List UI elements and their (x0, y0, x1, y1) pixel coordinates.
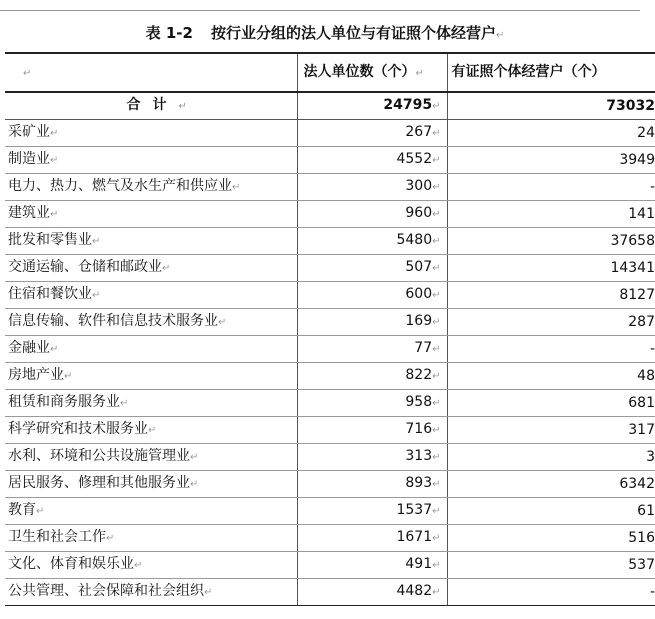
legal-units-cell: 507↵ (297, 255, 447, 282)
total-individual-value: 73032 (447, 92, 655, 120)
legal-units-cell: 958↵ (297, 390, 447, 417)
legal-units-cell: 893↵ (297, 471, 447, 498)
table-row (5, 471, 655, 498)
paragraph-mark-icon: ↵ (432, 398, 441, 409)
table-row (5, 120, 655, 147)
paragraph-mark-icon: ↵ (23, 67, 32, 79)
industry-table (5, 52, 655, 606)
industry-cell: 公共管理、社会保障和社会组织↵ (5, 579, 297, 606)
paragraph-mark-icon: ↵ (50, 155, 59, 166)
table-title-text: 按行业分组的法人单位与有证照个体经营户 (210, 24, 496, 42)
industry-cell: 教育↵ (5, 498, 297, 525)
paragraph-mark-icon: ↵ (495, 30, 505, 41)
paragraph-mark-icon: ↵ (432, 587, 441, 598)
industry-cell: 租赁和商务服务业↵ (5, 390, 297, 417)
paragraph-mark-icon: ↵ (106, 533, 115, 544)
table-row (5, 579, 655, 606)
paragraph-mark-icon: ↵ (134, 560, 143, 571)
industry-cell: 房地产业↵ (5, 363, 297, 390)
paragraph-mark-icon: ↵ (64, 371, 73, 382)
industry-cell: 信息传输、软件和信息技术服务业↵ (5, 309, 297, 336)
paragraph-mark-icon: ↵ (432, 317, 441, 328)
paragraph-mark-icon: ↵ (432, 236, 441, 247)
individual-businesses-cell: 3 (447, 444, 655, 471)
industry-cell: 居民服务、修理和其他服务业↵ (5, 471, 297, 498)
legal-units-cell: 169↵ (297, 309, 447, 336)
table-row (5, 201, 655, 228)
table-row (5, 282, 655, 309)
paragraph-mark-icon: ↵ (162, 263, 171, 274)
paragraph-mark-icon: ↵ (432, 128, 441, 139)
individual-businesses-cell: - (447, 174, 655, 201)
paragraph-mark-icon: ↵ (204, 587, 213, 598)
industry-cell: 采矿业↵ (5, 120, 297, 147)
paragraph-mark-icon: ↵ (232, 182, 241, 193)
individual-businesses-cell: - (447, 336, 655, 363)
paragraph-mark-icon: ↵ (50, 344, 59, 355)
total-label: 合计↵ (5, 92, 297, 120)
paragraph-mark-icon: ↵ (36, 506, 45, 517)
individual-businesses-cell: 537 (447, 552, 655, 579)
individual-businesses-cell: 287 (447, 309, 655, 336)
industry-cell: 交通运输、仓储和邮政业↵ (5, 255, 297, 282)
paragraph-mark-icon: ↵ (432, 209, 441, 220)
individual-businesses-cell: 37658 (447, 228, 655, 255)
table-row (5, 363, 655, 390)
table-row (5, 498, 655, 525)
individual-businesses-cell: 48 (447, 363, 655, 390)
header-legal-units: 法人单位数（个）↵ (297, 53, 447, 92)
table-row (5, 444, 655, 471)
individual-businesses-cell: 24 (447, 120, 655, 147)
header-row (5, 53, 655, 92)
legal-units-cell: 822↵ (297, 363, 447, 390)
legal-units-cell: 5480↵ (297, 228, 447, 255)
individual-businesses-cell: 6342 (447, 471, 655, 498)
paragraph-mark-icon: ↵ (432, 506, 441, 517)
paragraph-mark-icon: ↵ (50, 128, 59, 139)
table-row (5, 525, 655, 552)
paragraph-mark-icon: ↵ (190, 452, 199, 463)
legal-units-cell: 960↵ (297, 201, 447, 228)
industry-cell: 科学研究和技术服务业↵ (5, 417, 297, 444)
paragraph-mark-icon: ↵ (432, 479, 441, 490)
table-row (5, 552, 655, 579)
table-title (0, 22, 650, 43)
paragraph-mark-icon: ↵ (432, 290, 441, 301)
paragraph-mark-icon: ↵ (432, 371, 441, 382)
header-individual-businesses: 有证照个体经营户（个） (447, 53, 655, 92)
individual-businesses-cell: 8127 (447, 282, 655, 309)
paragraph-mark-icon: ↵ (432, 452, 441, 463)
paragraph-mark-icon: ↵ (92, 236, 101, 247)
legal-units-cell: 1671↵ (297, 525, 447, 552)
paragraph-mark-icon: ↵ (148, 425, 157, 436)
legal-units-cell: 300↵ (297, 174, 447, 201)
legal-units-cell: 4552↵ (297, 147, 447, 174)
legal-units-cell: 600↵ (297, 282, 447, 309)
paragraph-mark-icon: ↵ (432, 182, 441, 193)
industry-cell: 水利、环境和公共设施管理业↵ (5, 444, 297, 471)
table-row (5, 309, 655, 336)
legal-units-cell: 491↵ (297, 552, 447, 579)
paragraph-mark-icon: ↵ (432, 101, 441, 112)
industry-cell: 电力、热力、燃气及水生产和供应业↵ (5, 174, 297, 201)
table-number: 表 1-2 (145, 24, 193, 42)
industry-cell: 批发和零售业↵ (5, 228, 297, 255)
paragraph-mark-icon: ↵ (92, 290, 101, 301)
industry-cell: 制造业↵ (5, 147, 297, 174)
legal-units-cell: 267↵ (297, 120, 447, 147)
table-row (5, 417, 655, 444)
industry-cell: 住宿和餐饮业↵ (5, 282, 297, 309)
total-legal-value: 24795↵ (297, 92, 447, 120)
paragraph-mark-icon: ↵ (190, 479, 199, 490)
individual-businesses-cell: 317 (447, 417, 655, 444)
industry-cell: 金融业↵ (5, 336, 297, 363)
paragraph-mark-icon: ↵ (50, 209, 59, 220)
table-row (5, 174, 655, 201)
legal-units-cell: 77↵ (297, 336, 447, 363)
header-blank-cell (5, 53, 297, 92)
table-row (5, 336, 655, 363)
total-row (5, 92, 655, 120)
paragraph-mark-icon: ↵ (432, 533, 441, 544)
paragraph-mark-icon: ↵ (415, 67, 424, 79)
paragraph-mark-icon: ↵ (178, 101, 187, 112)
paragraph-mark-icon: ↵ (432, 344, 441, 355)
individual-businesses-cell: 14341 (447, 255, 655, 282)
paragraph-mark-icon: ↵ (120, 398, 129, 409)
individual-businesses-cell: 3949 (447, 147, 655, 174)
industry-cell: 建筑业↵ (5, 201, 297, 228)
table-row (5, 255, 655, 282)
industry-cell: 文化、体育和娱乐业↵ (5, 552, 297, 579)
individual-businesses-cell: 516 (447, 525, 655, 552)
top-rule (0, 10, 640, 11)
paragraph-mark-icon: ↵ (432, 263, 441, 274)
table-row (5, 228, 655, 255)
individual-businesses-cell: - (447, 579, 655, 606)
individual-businesses-cell: 61 (447, 498, 655, 525)
individual-businesses-cell: 681 (447, 390, 655, 417)
individual-businesses-cell: 141 (447, 201, 655, 228)
table-row (5, 147, 655, 174)
legal-units-cell: 313↵ (297, 444, 447, 471)
paragraph-mark-icon: ↵ (432, 155, 441, 166)
legal-units-cell: 716↵ (297, 417, 447, 444)
paragraph-mark-icon: ↵ (432, 425, 441, 436)
legal-units-cell: 4482↵ (297, 579, 447, 606)
paragraph-mark-icon: ↵ (432, 560, 441, 571)
table-row (5, 390, 655, 417)
legal-units-cell: 1537↵ (297, 498, 447, 525)
paragraph-mark-icon: ↵ (218, 317, 227, 328)
industry-cell: 卫生和社会工作↵ (5, 525, 297, 552)
